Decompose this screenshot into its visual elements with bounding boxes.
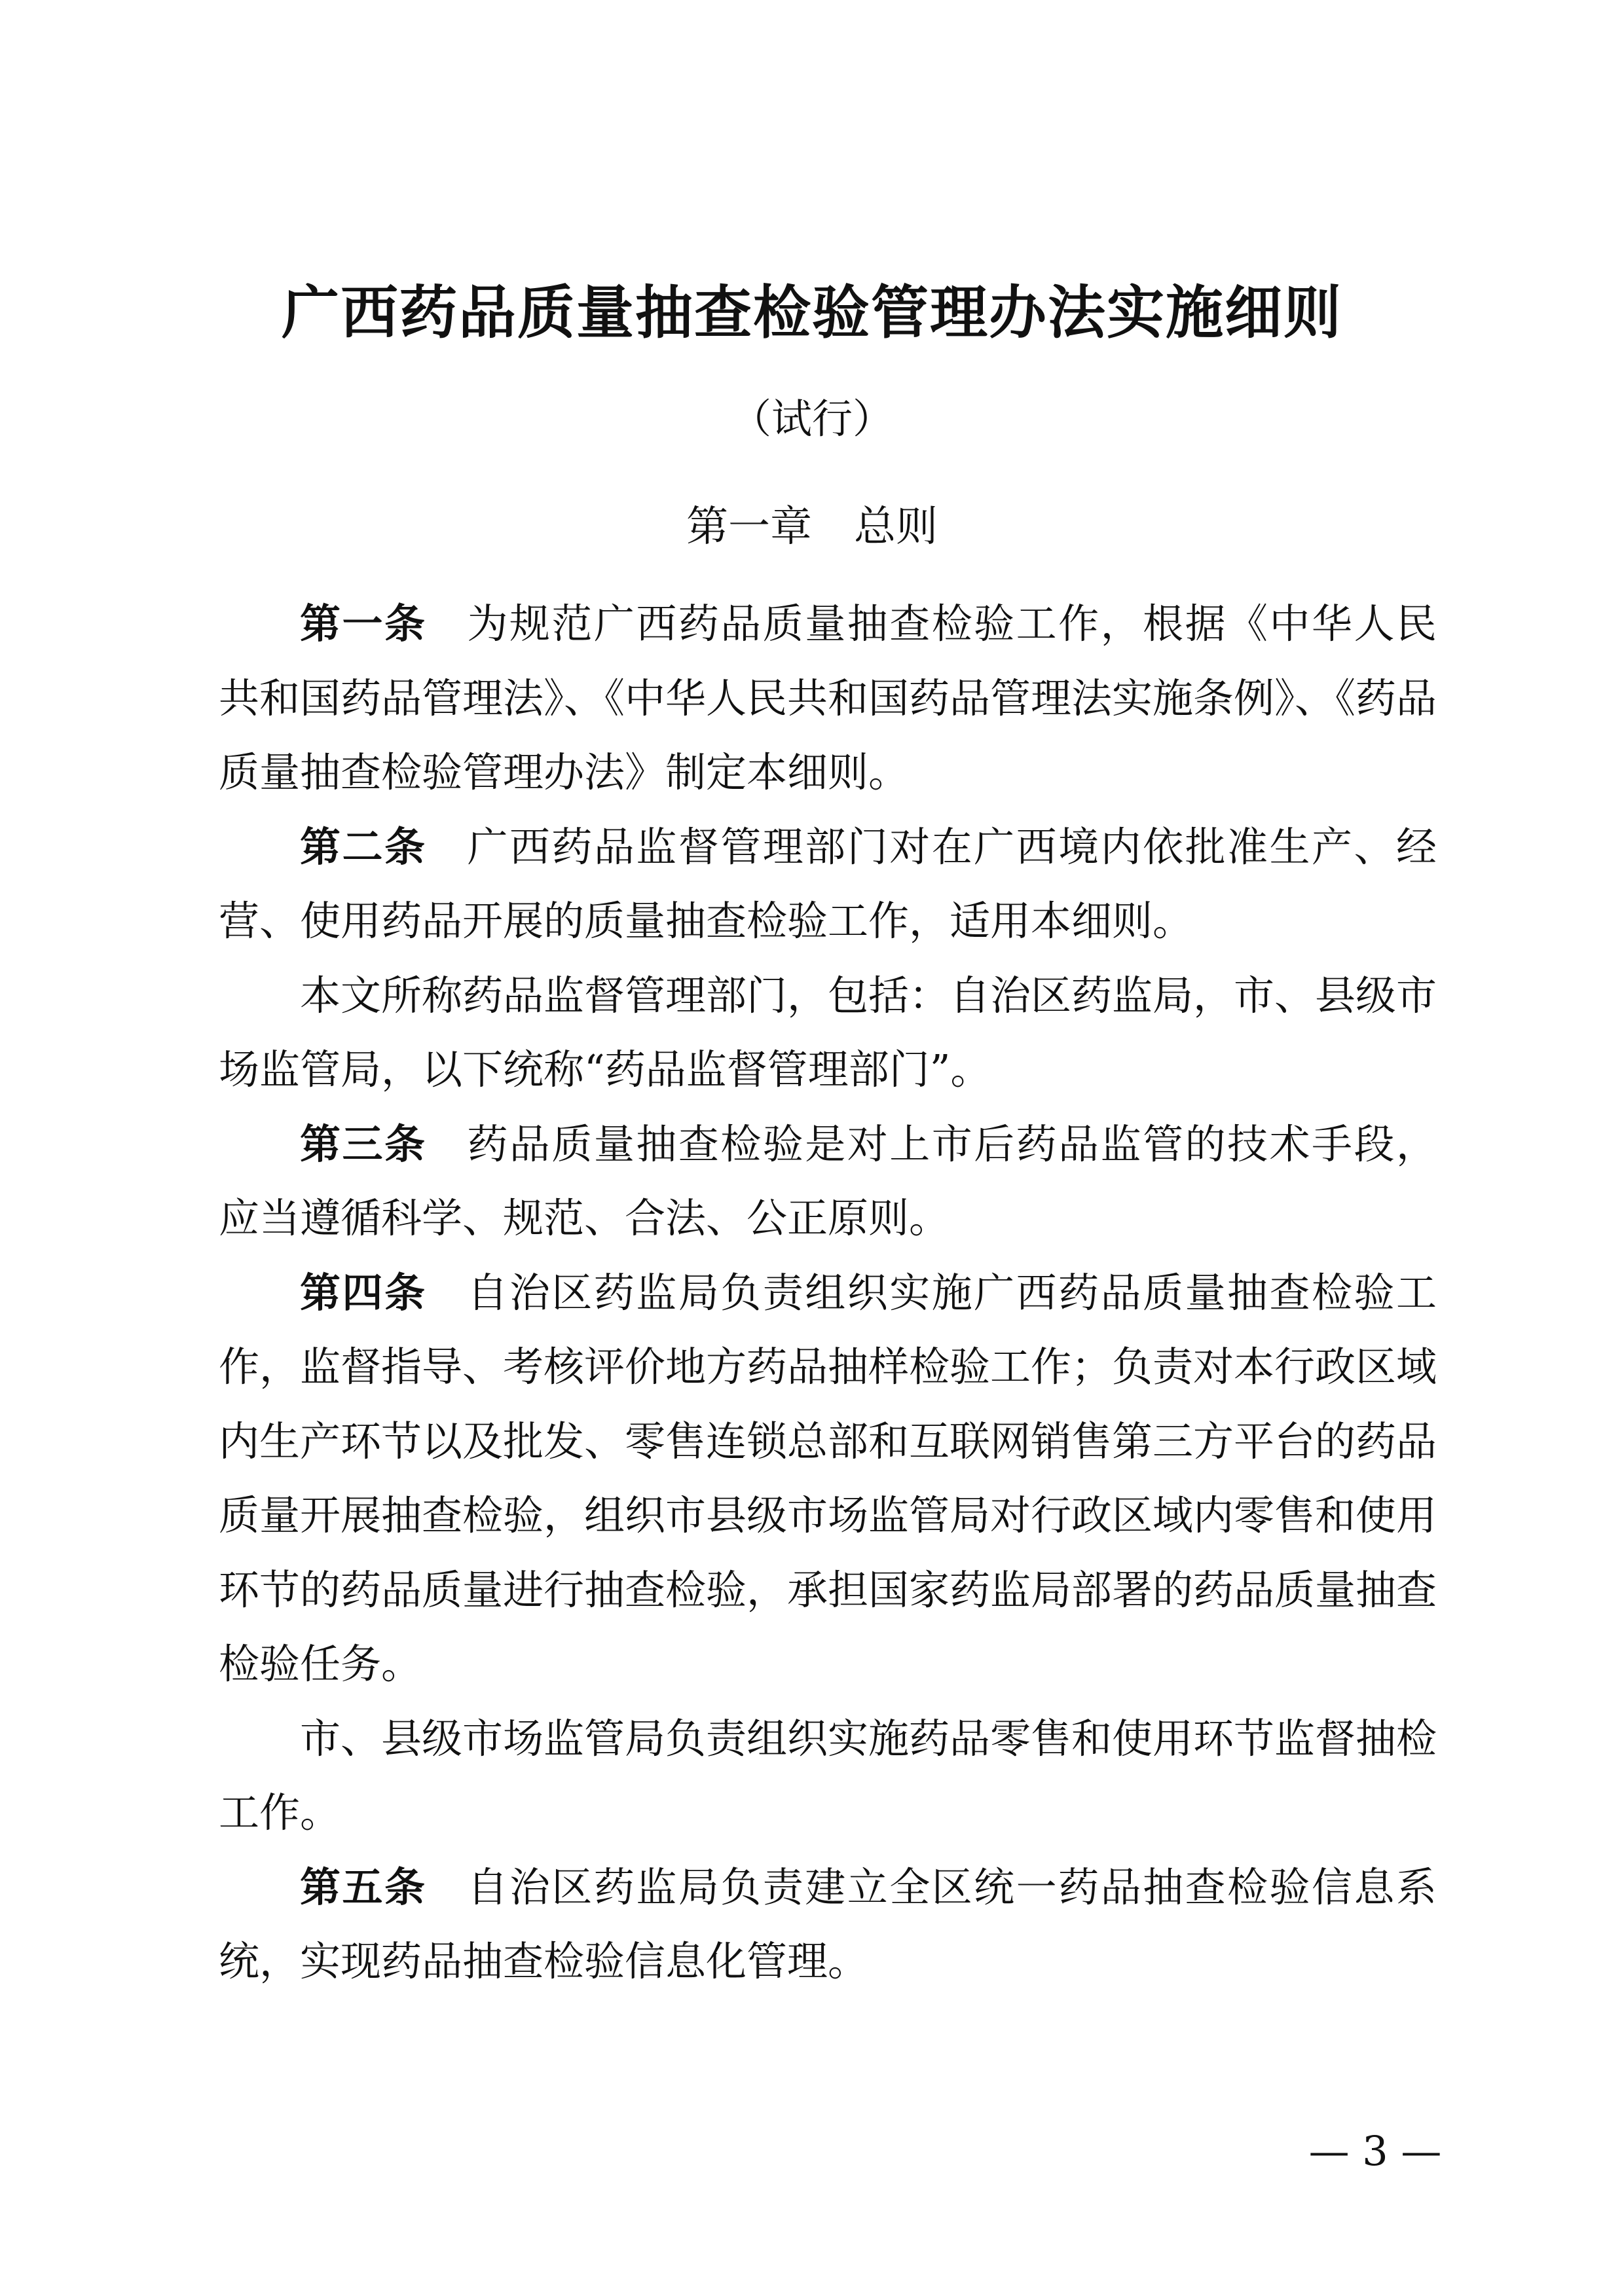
chapter-heading: 第一章 总则 [686,503,938,551]
article-label: 第四条 [300,1268,427,1317]
article-text: 自治区药监局负责组织实施广西药品质量抽查检验工作，监督指导、考核评价地方药品抽样检验工作；负责对本行政区域内生产环节以及批发、零售连锁总部和互联网销售第三方平台的药品质量开展抽查检验，组织市县级市场监管局对行政区域内零售和使用环节的药品质量进行抽查检验，承担国家药监局部署的药品质量抽查检验任务。 [219,1268,1437,1688]
article-text: 自治区药监局负责建立全区统一药品抽查检验信息系统，实现药品抽查检验信息化管理。 [219,1863,1437,1985]
article-paragraph [219,810,1437,958]
article-text: 药品质量抽查检验是对上市后药品监管的技术手段，应当遵循科学、规范、合法、公正原则。 [219,1120,1437,1242]
article-paragraph [219,587,1437,810]
document-title: 广西药品质量抽查检验管理办法实施细则 [281,279,1342,346]
article-label: 第三条 [300,1120,427,1168]
article-paragraph [219,1850,1437,1999]
page-number: — 3 — [1308,2127,1442,2175]
article-label: 第五条 [300,1863,427,1911]
body-paragraph [219,958,1437,1107]
article-label: 第二条 [300,822,427,871]
body-paragraph [219,1702,1437,1850]
article-label: 第一条 [300,600,427,647]
document-body [219,587,1437,1999]
paragraph-text: 本文所称药品监督管理部门，包括：自治区药监局，市、县级市场监管局，以下统称“药品监督管理部门”。 [219,971,1437,1093]
paragraph-text: 市、县级市场监管局负责组织实施药品零售和使用环节监督抽检工作。 [219,1714,1437,1836]
article-text: 广西药品监督管理部门对在广西境内依批准生产、经营、使用药品开展的质量抽查检验工作，适用本细则。 [219,822,1437,945]
article-paragraph [219,1256,1437,1702]
article-text: 为规范广西药品质量抽查检验工作，根据《中华人民共和国药品管理法》、《中华人民共和国药品管理法实施条例》、《药品质量抽查检验管理办法》制定本细则。 [219,600,1437,796]
article-paragraph [219,1107,1437,1256]
document-subtitle: （试行） [730,395,893,443]
